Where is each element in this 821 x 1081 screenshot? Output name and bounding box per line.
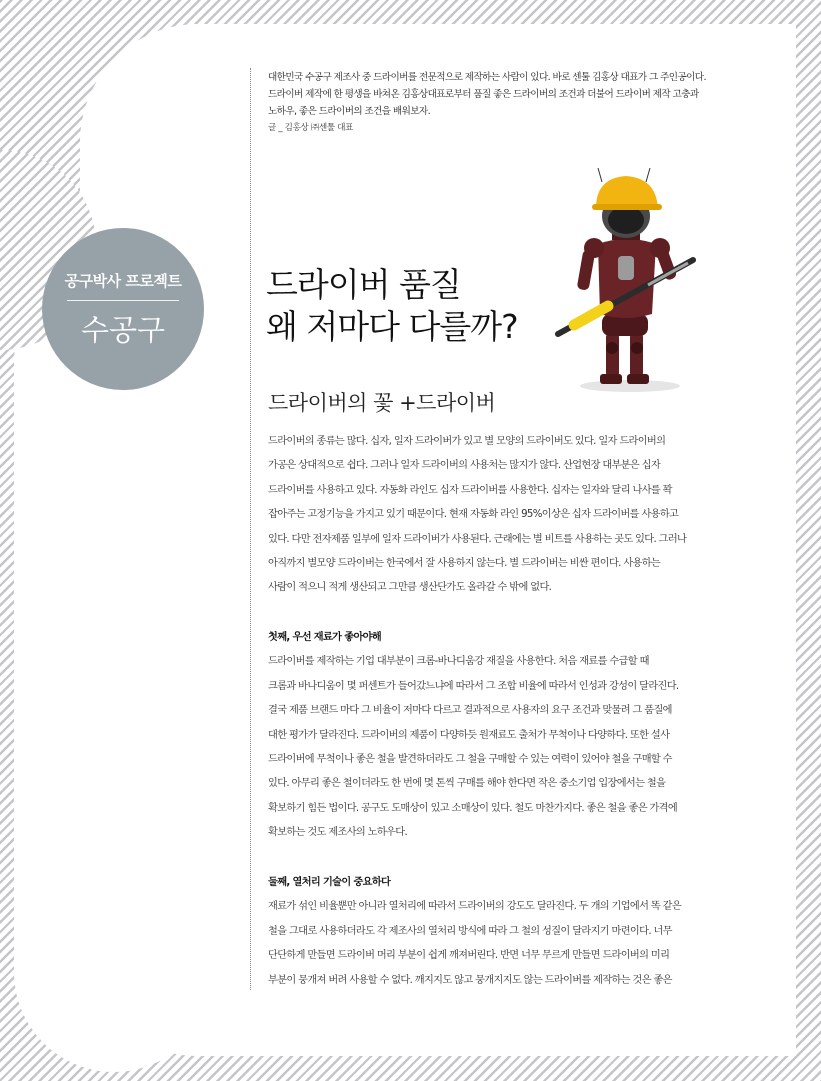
paragraph-line: 잡아주는 고정기능을 가지고 있기 때문이다. 현재 자동화 라인 95%이상은 십자 드라이버를 사용하고 bbox=[268, 509, 679, 521]
badge-category-label: 수공구 bbox=[80, 312, 166, 347]
paragraph-line: 확보하는 것도 제조사의 노하우다. bbox=[268, 827, 408, 839]
paragraph-line: 재료가 섞인 비율뿐만 아니라 열처리에 따라서 드라이버의 강도도 달라진다. 두 개의 기업에서 똑 같은 bbox=[268, 901, 682, 913]
dotted-column-rule bbox=[250, 68, 251, 990]
paragraph-line: 결국 제품 브랜드 마다 그 비율이 저마다 다르고 결과적으로 사용자의 요구 조건과 맞물려 그 품질에 bbox=[268, 705, 672, 717]
article-title bbox=[266, 264, 518, 348]
badge-series-label: 공구박사 프로젝트 bbox=[64, 271, 182, 290]
paragraph-line: 드라이버를 제작하는 기업 대부분이 크롬-바나디움강 재질을 사용한다. 처음 재료를 수급할 때 bbox=[268, 656, 649, 668]
paragraph-line: 확보하기 힘든 법이다. 공구도 도매상이 있고 소매상이 있다. 철도 마찬가지다. 좋은 철을 좋은 가격에 bbox=[268, 802, 678, 814]
section-2 bbox=[268, 871, 728, 993]
intro-line: 대한민국 수공구 제조사 중 드라이버를 전문적으로 제작하는 사람이 있다. 바로 센툴 김홍상 대표가 그 주인공이다. bbox=[268, 72, 706, 83]
section-2-heading: 둘째, 열처리 기술이 중요하다 bbox=[268, 877, 391, 888]
section-1-heading: 첫째, 우선 재료가 좋아야해 bbox=[268, 632, 382, 643]
paragraph-line: 단단하게 만들면 드라이버 머리 부분이 쉽게 깨져버린다. 반면 너무 무르게 만들면 드라이버의 미리 bbox=[268, 950, 670, 962]
paragraph-line: 철을 그대로 사용하더라도 각 제조사의 열처리 방식에 따라 그 철의 성질이 달라지기 마련이다. 너무 bbox=[268, 925, 672, 937]
badge-divider bbox=[67, 300, 179, 301]
author-credit: 글 _ 김홍상 ㈜센툴 대표 bbox=[268, 123, 354, 133]
paragraph-line: 있다. 다만 전자제품 일부에 일자 드라이버가 사용된다. 근래에는 별 비트를 사용하는 곳도 있다. 그러나 bbox=[268, 533, 687, 545]
paragraph-1 bbox=[268, 430, 728, 601]
paragraph-line: 크롬과 바나디움이 몇 퍼센트가 들어갔느냐에 따라서 그 조합 비율에 따라서 인성과 강성이 달라진다. bbox=[268, 680, 679, 692]
paragraph-line: 사람이 적으니 적게 생산되고 그만큼 생산단가도 올라갈 수 밖에 없다. bbox=[268, 582, 552, 594]
section-badge bbox=[42, 228, 204, 390]
intro-line: 드라이버 제작에 한 평생을 바쳐온 김홍상대표로부터 품질 좋은 드라이버의 조건과 더불어 드라이버 제작 고충과 bbox=[268, 89, 699, 100]
title-line-2: 왜 저마다 다를까? bbox=[266, 307, 518, 346]
paragraph-line: 드라이버의 종류는 많다. 십자, 일자 드라이버가 있고 별 모양의 드라이버도 있다. 일자 드라이버의 bbox=[268, 436, 666, 447]
paragraph-line: 드라이버를 사용하고 있다. 자동화 라인도 십자 드라이버를 사용한다. 십자는 일자와 달리 나사를 꽉 bbox=[268, 484, 672, 496]
paragraph-line: 가공은 상대적으로 쉽다. 그러나 일자 드라이버의 사용처는 많지가 않다. 산업현장 대부분은 십자 bbox=[268, 460, 661, 472]
paragraph-line: 부분이 뭉개져 버려 사용할 수 없다. 깨지지도 않고 뭉개지지도 않는 드라이버를 제작하는 것은 좋은 bbox=[268, 974, 672, 986]
section-1 bbox=[268, 626, 728, 846]
paragraph-line: 있다. 아무리 좋은 철이더라도 한 번에 몇 톤씩 구매를 해야 한다면 작은 중소기업 입장에서는 철을 bbox=[268, 778, 666, 790]
paragraph-line: 대한 평가가 달라진다. 드라이버의 제품이 다양하듯 원재료도 출처가 무척이나 다양하다. 또한 설사 bbox=[268, 729, 670, 741]
title-line-1: 드라이버 품질 bbox=[266, 265, 461, 304]
intro-text bbox=[268, 69, 728, 120]
robot-with-screwdriver-illustration bbox=[538, 164, 718, 394]
section-subtitle: 드라이버의 꽃 +드라이버 bbox=[268, 391, 496, 415]
paragraph-line: 드라이버에 무척이나 좋은 철을 발견하더라도 그 철을 구매할 수 있는 여력이 있어야 철을 구매할 수 bbox=[268, 754, 672, 766]
paragraph-line: 아직까지 별모양 드라이버는 한국에서 잘 사용하지 않는다. 별 드라이버는 비싼 편이다. 사용하는 bbox=[268, 558, 661, 570]
intro-line: 노하우, 좋은 드라이버의 조건을 배워보자. bbox=[268, 106, 431, 117]
